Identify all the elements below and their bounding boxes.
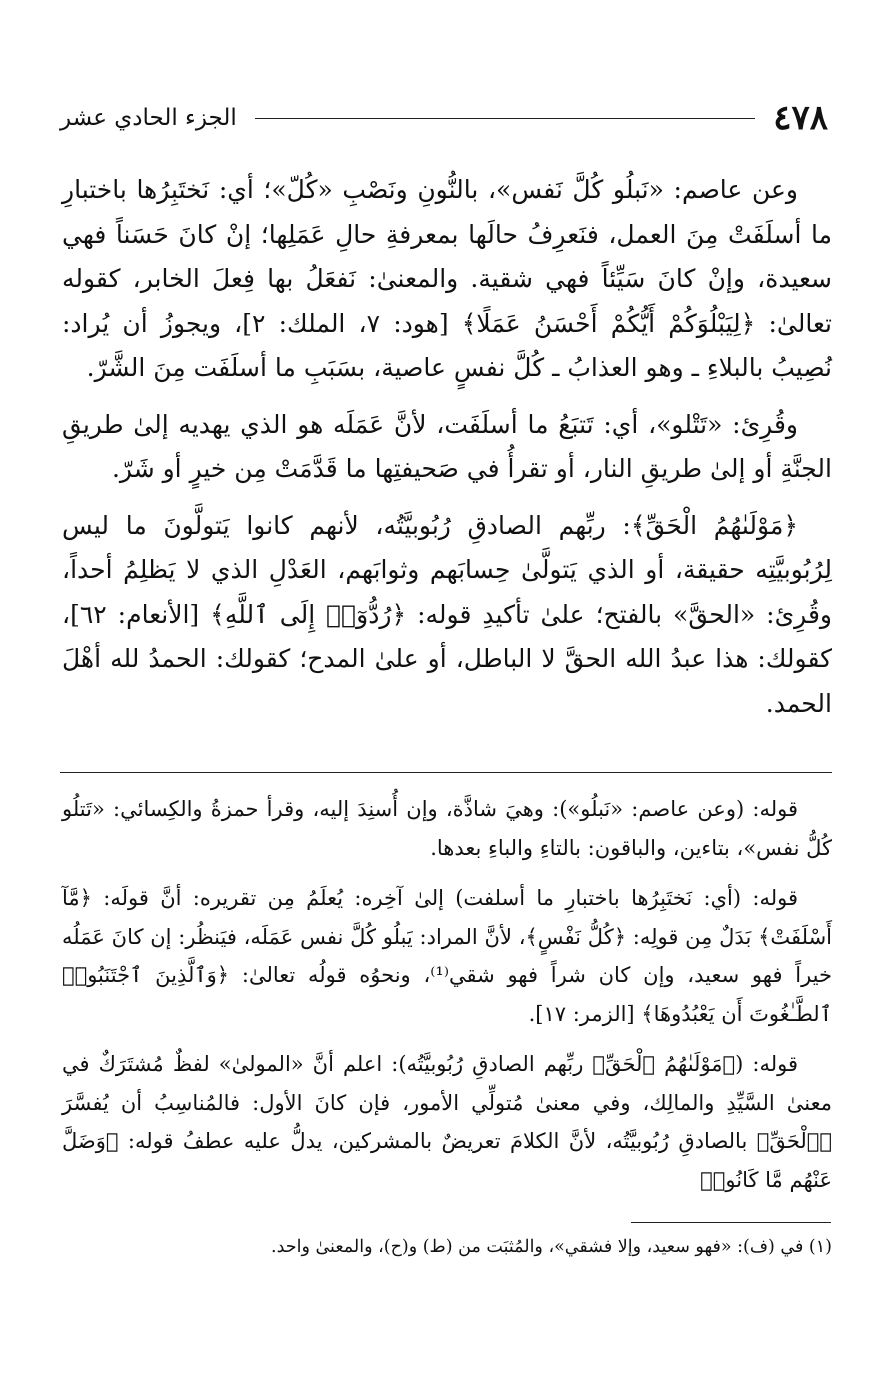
running-title: الجزء الحادي عشر	[60, 105, 237, 131]
page-header	[60, 92, 828, 144]
commentary-paragraph: قوله: (أي: نَختَبِرُها باختبارِ ما أسلفت) إلىٰ آخِره: يُعلَمُ مِن تقريره: أنَّ قولَه: ﴿مَّآ أَسْلَفَتْ﴾ بَدَلٌ مِن قولِه: ﴿كُلُّ نَفْسٍ﴾، لأنَّ المراد: يَبلُو كُلَّ نفس عَمَلَه، فيَنظُر: إن كانَ عَمَلُه خيراً فهو سعيد، وإن كان شراً فهو شقي⁽¹⁾، ونحوُه قولُه تعالىٰ: ﴿وَٱلَّذِينَ ٱجْتَنَبُوا۟ ٱلطَّـٰغُوتَ أَن يَعْبُدُوهَا﴾ [الزمر: ١٧].	[62, 886, 833, 1026]
commentary-text	[62, 790, 832, 1211]
main-paragraph: ﴿مَوْلَىٰهُمُ الْحَقِّ﴾: ربِّهم الصادقِ رُبُوبيَّتُه، لأنهم كانوا يَتولَّونَ ما ليس لِرُبُوبيَّتِه حقيقة، أو الذي يَتولَّىٰ حِسابَهم وثوابَهم، العَدْلِ الذي لا يَظلِمُ أحداً، وقُرِئ: «الحقَّ» بالفتح؛ علىٰ تأكيدِ قوله: ﴿رُدُّوٓا۟ إِلَى ٱللَّهِ﴾ [الأنعام: ٦٢]، كقولك: هذا عبدُ الله الحقَّ لا الباطل، أو علىٰ المدح؛ كقولك: الحمدُ لله أهْلَ الحمد.	[62, 510, 832, 718]
main-paragraph: وقُرِئ: «تَتْلو»، أي: تَتبَعُ ما أسلَفَت، لأنَّ عَمَلَه هو الذي يهديه إلىٰ طريقِ الجنَّةِ أو إلىٰ طريقِ النار، أو تقرأُ في صَحيفتِها ما قَدَّمَتْ مِن خيرٍ أو شَرّ.	[62, 409, 832, 483]
section-separator	[60, 772, 832, 773]
main-paragraph: وعن عاصم: «نَبلُو كُلَّ نَفس»، بالنُّونِ ونَصْبِ «كُلّ»؛ أي: نَختَبِرُها باختبارِ ما أسلَفَتْ مِنَ العمل، فنَعرِفُ حالَها بمعرفةِ حالِ عَمَلِها؛ إنْ كانَ حَسَناً فهي سعيدة، وإنْ كانَ سَيِّئاً فهي شقية. والمعنىٰ: نَفعَلُ بها فِعلَ الخابر، كقوله تعالىٰ: ﴿لِيَبْلُوَكُمْ أَيُّكُمْ أَحْسَنُ عَمَلًا﴾ [هود: ٧، الملك: ٢]، ويجوزُ أن يُراد: نُصِيبُ بالبلاءِ ـ وهو العذابُ ـ كُلَّ نفسٍ عاصية، بسَبَبِ ما أسلَفَت مِنَ الشَّرّ.	[62, 175, 832, 382]
main-text	[62, 168, 832, 738]
commentary-paragraph: قوله: (﴿مَوْلَىٰهُمُ ٱلْحَقِّ﴾ ربِّهم الصادقِ رُبُوبيَّتُه): اعلم أنَّ «المولىٰ» لفظٌ مُشتَرَكٌ في معنىٰ السَّيِّدِ والمالِك، وفي معنىٰ مُتولِّي الأمور، فإن كانَ الأول: فالمُناسِبُ أن يُفسَّرَ ﴿ٱلْحَقِّ﴾ بالصادقِ رُبُوبيَّتُه، لأنَّ الكلامَ تعريضٌ بالمشركين، يدلُّ عليه عطفُ قوله: ﴿وَضَلَّ عَنْهُم مَّا كَانُوا۟	[62, 1052, 832, 1192]
footnote: (١) في (ف): «فهو سعيد، وإلا فشقي»، والمُثبَت من (ط) و(ح)، والمعنىٰ واحد.	[271, 1237, 832, 1257]
footnote-separator	[631, 1222, 831, 1223]
page-number: ٤٧٨	[773, 98, 828, 138]
header-rule	[255, 118, 755, 119]
footnotes	[62, 1232, 832, 1262]
commentary-paragraph: قوله: (وعن عاصم: «نَبلُو»): وهيَ شاذَّة، وإن أُسنِدَ إليه، وقرأ حمزةُ والكِسائي: «تَتلُو كُلُّ نفس»، بتاءين، والباقون: بالتاءِ والباءِ بعدها.	[62, 797, 832, 860]
